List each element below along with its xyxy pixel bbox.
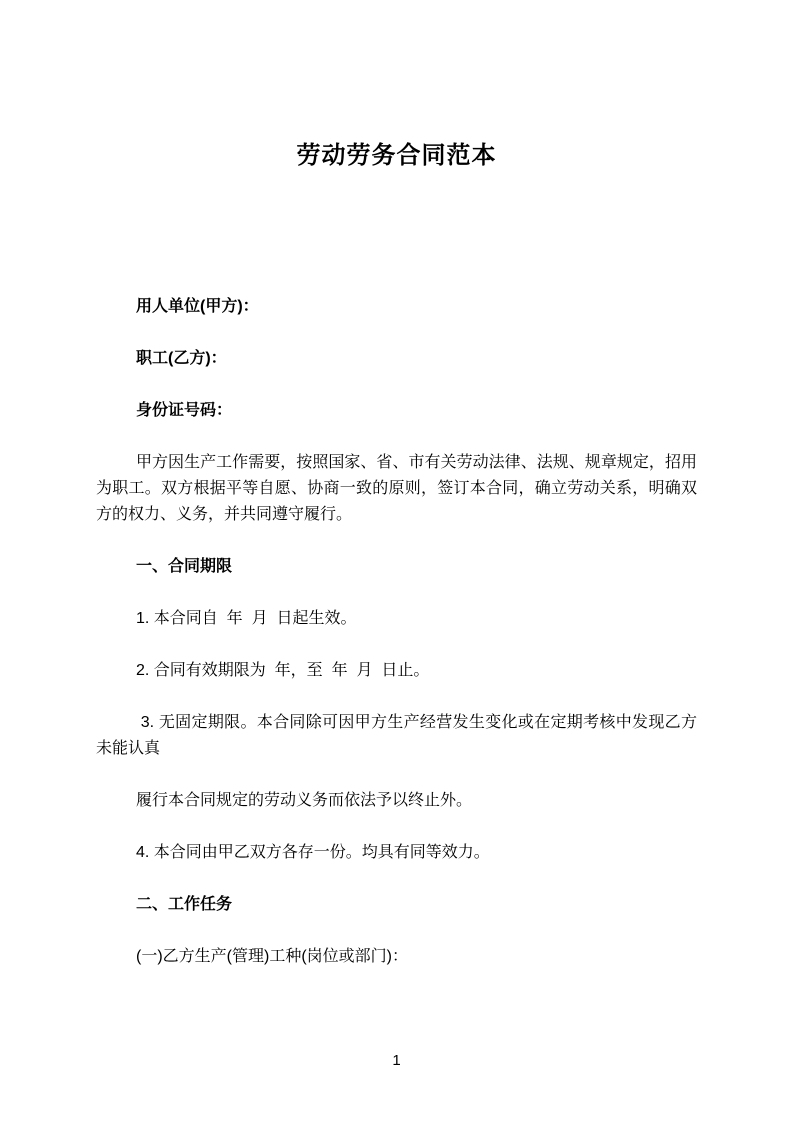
clause-term-open-ended: 3. 无固定期限。本合同除可因甲方生产经营发生变化或在定期考核中发现乙方未能认真	[96, 714, 697, 757]
id-number-label: 身份证号码：	[136, 402, 233, 419]
section-1-heading: 一、合同期限	[136, 558, 233, 575]
clause-copies: 4. 本合同由甲乙双方各存一份。均具有同等效力。	[136, 844, 490, 861]
clause-term-duration: 2. 合同有效期限为 年，至 年 月 日止。	[136, 662, 430, 679]
party-b-label: 职工(乙方)：	[136, 350, 227, 367]
clause-term-open-ended-continuation: 履行本合同规定的劳动义务而依法予以终止外。	[136, 792, 473, 809]
page-number: 1	[392, 1052, 401, 1069]
party-a-label: 用人单位(甲方)：	[136, 298, 259, 315]
clause-work-position: (一)乙方生产(管理)工种(岗位或部门)：	[136, 948, 408, 965]
intro-paragraph: 甲方因生产工作需要，按照国家、省、市有关劳动法律、法规、规章规定，招用为职工。双方根据平等自愿、协商一致的原则，签订本合同，确立劳动关系，明确双方的权力、义务，并共同遵守履行。	[96, 454, 697, 523]
section-2-heading: 二、工作任务	[136, 896, 233, 913]
clause-term-effective: 1. 本合同自 年 月 日起生效。	[136, 610, 357, 627]
document-title: 劳动劳务合同范本	[296, 142, 497, 169]
